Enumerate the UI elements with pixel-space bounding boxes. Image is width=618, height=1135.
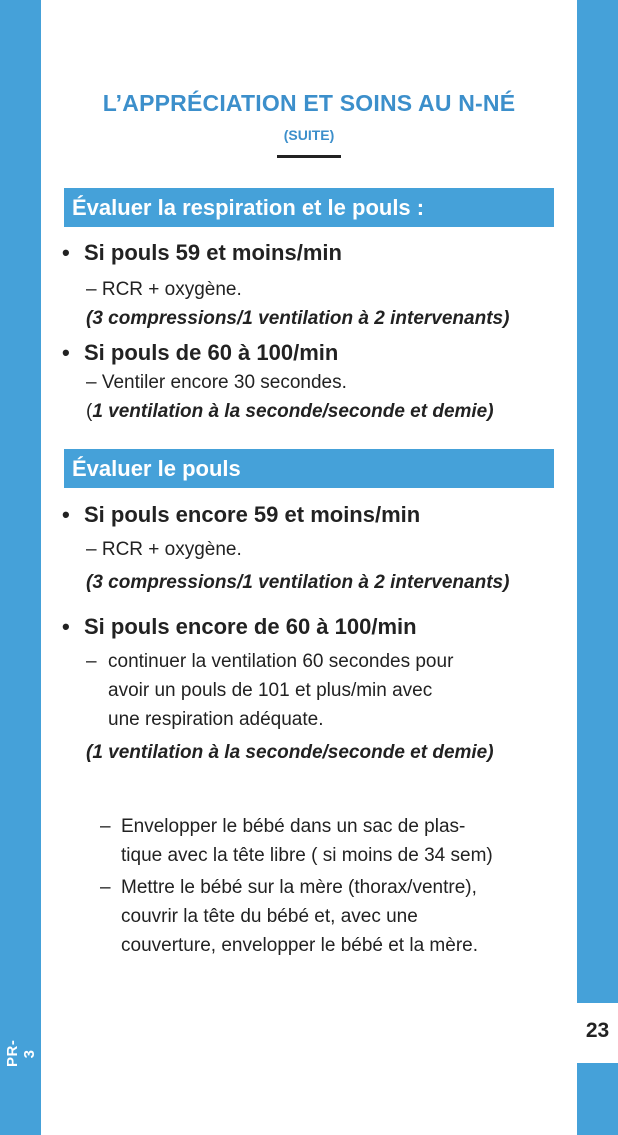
dash-marker: – [86,651,97,672]
list-item-label: Si pouls 59 et moins/min [84,240,342,265]
list-item-pulse-still-60-100 [62,614,417,640]
instruction-line: – RCR + oxygène. [86,279,242,300]
page-title: L’APPRÉCIATION ET SOINS AU N-NÉ [102,90,516,116]
instruction-line: une respiration adéquate. [108,709,324,730]
list-item-pulse-60-100 [62,340,338,366]
list-item-pulse-59-or-less [62,240,342,266]
instruction-line: avoir un pouls de 101 et plus/min avec [108,680,433,701]
dash-marker: – [100,816,111,837]
instruction-note: (1 ventilation à la seconde/seconde et demie) [86,401,494,422]
dash-marker: – [100,877,111,898]
instruction-note: (1 ventilation à la seconde/seconde et demie) [86,742,494,763]
section-heading-breathing-pulse: Évaluer la respiration et le pouls : [64,188,554,227]
bullet-icon: • [62,340,70,365]
list-item-pulse-still-59-or-less [62,502,420,528]
bullet-icon: • [62,502,70,527]
instruction-note: (3 compressions/1 ventilation à 2 intervenants) [86,308,510,329]
instruction-line: tique avec la tête libre ( si moins de 34 sem) [121,845,493,866]
section-heading-pulse: Évaluer le pouls [64,449,554,488]
left-margin-bar [0,0,41,1135]
instruction-line: Envelopper le bébé dans un sac de plas- [121,816,466,837]
right-margin-bar-bottom [577,1063,618,1135]
side-section-code: PR-3 [4,1039,38,1067]
page-number: 23 [585,1019,610,1042]
instruction-line: couverture, envelopper le bébé et la mère. [121,935,478,956]
instruction-line: – RCR + oxygène. [86,539,242,560]
bullet-icon: • [62,614,70,639]
page-subtitle: (SUITE) [283,127,335,143]
instruction-line: Mettre le bébé sur la mère (thorax/ventre), [121,877,477,898]
instruction-line: continuer la ventilation 60 secondes pour [108,651,454,672]
instruction-line: – Ventiler encore 30 secondes. [86,372,347,393]
instruction-line: couvrir la tête du bébé et, avec une [121,906,418,927]
list-item-label: Si pouls encore 59 et moins/min [84,502,421,527]
subtitle-underline [277,155,341,158]
list-item-label: Si pouls encore de 60 à 100/min [84,614,417,639]
list-item-label: Si pouls de 60 à 100/min [84,340,339,365]
right-margin-bar-top [577,0,618,1003]
instruction-note: (3 compressions/1 ventilation à 2 intervenants) [86,572,510,593]
bullet-icon: • [62,240,70,265]
